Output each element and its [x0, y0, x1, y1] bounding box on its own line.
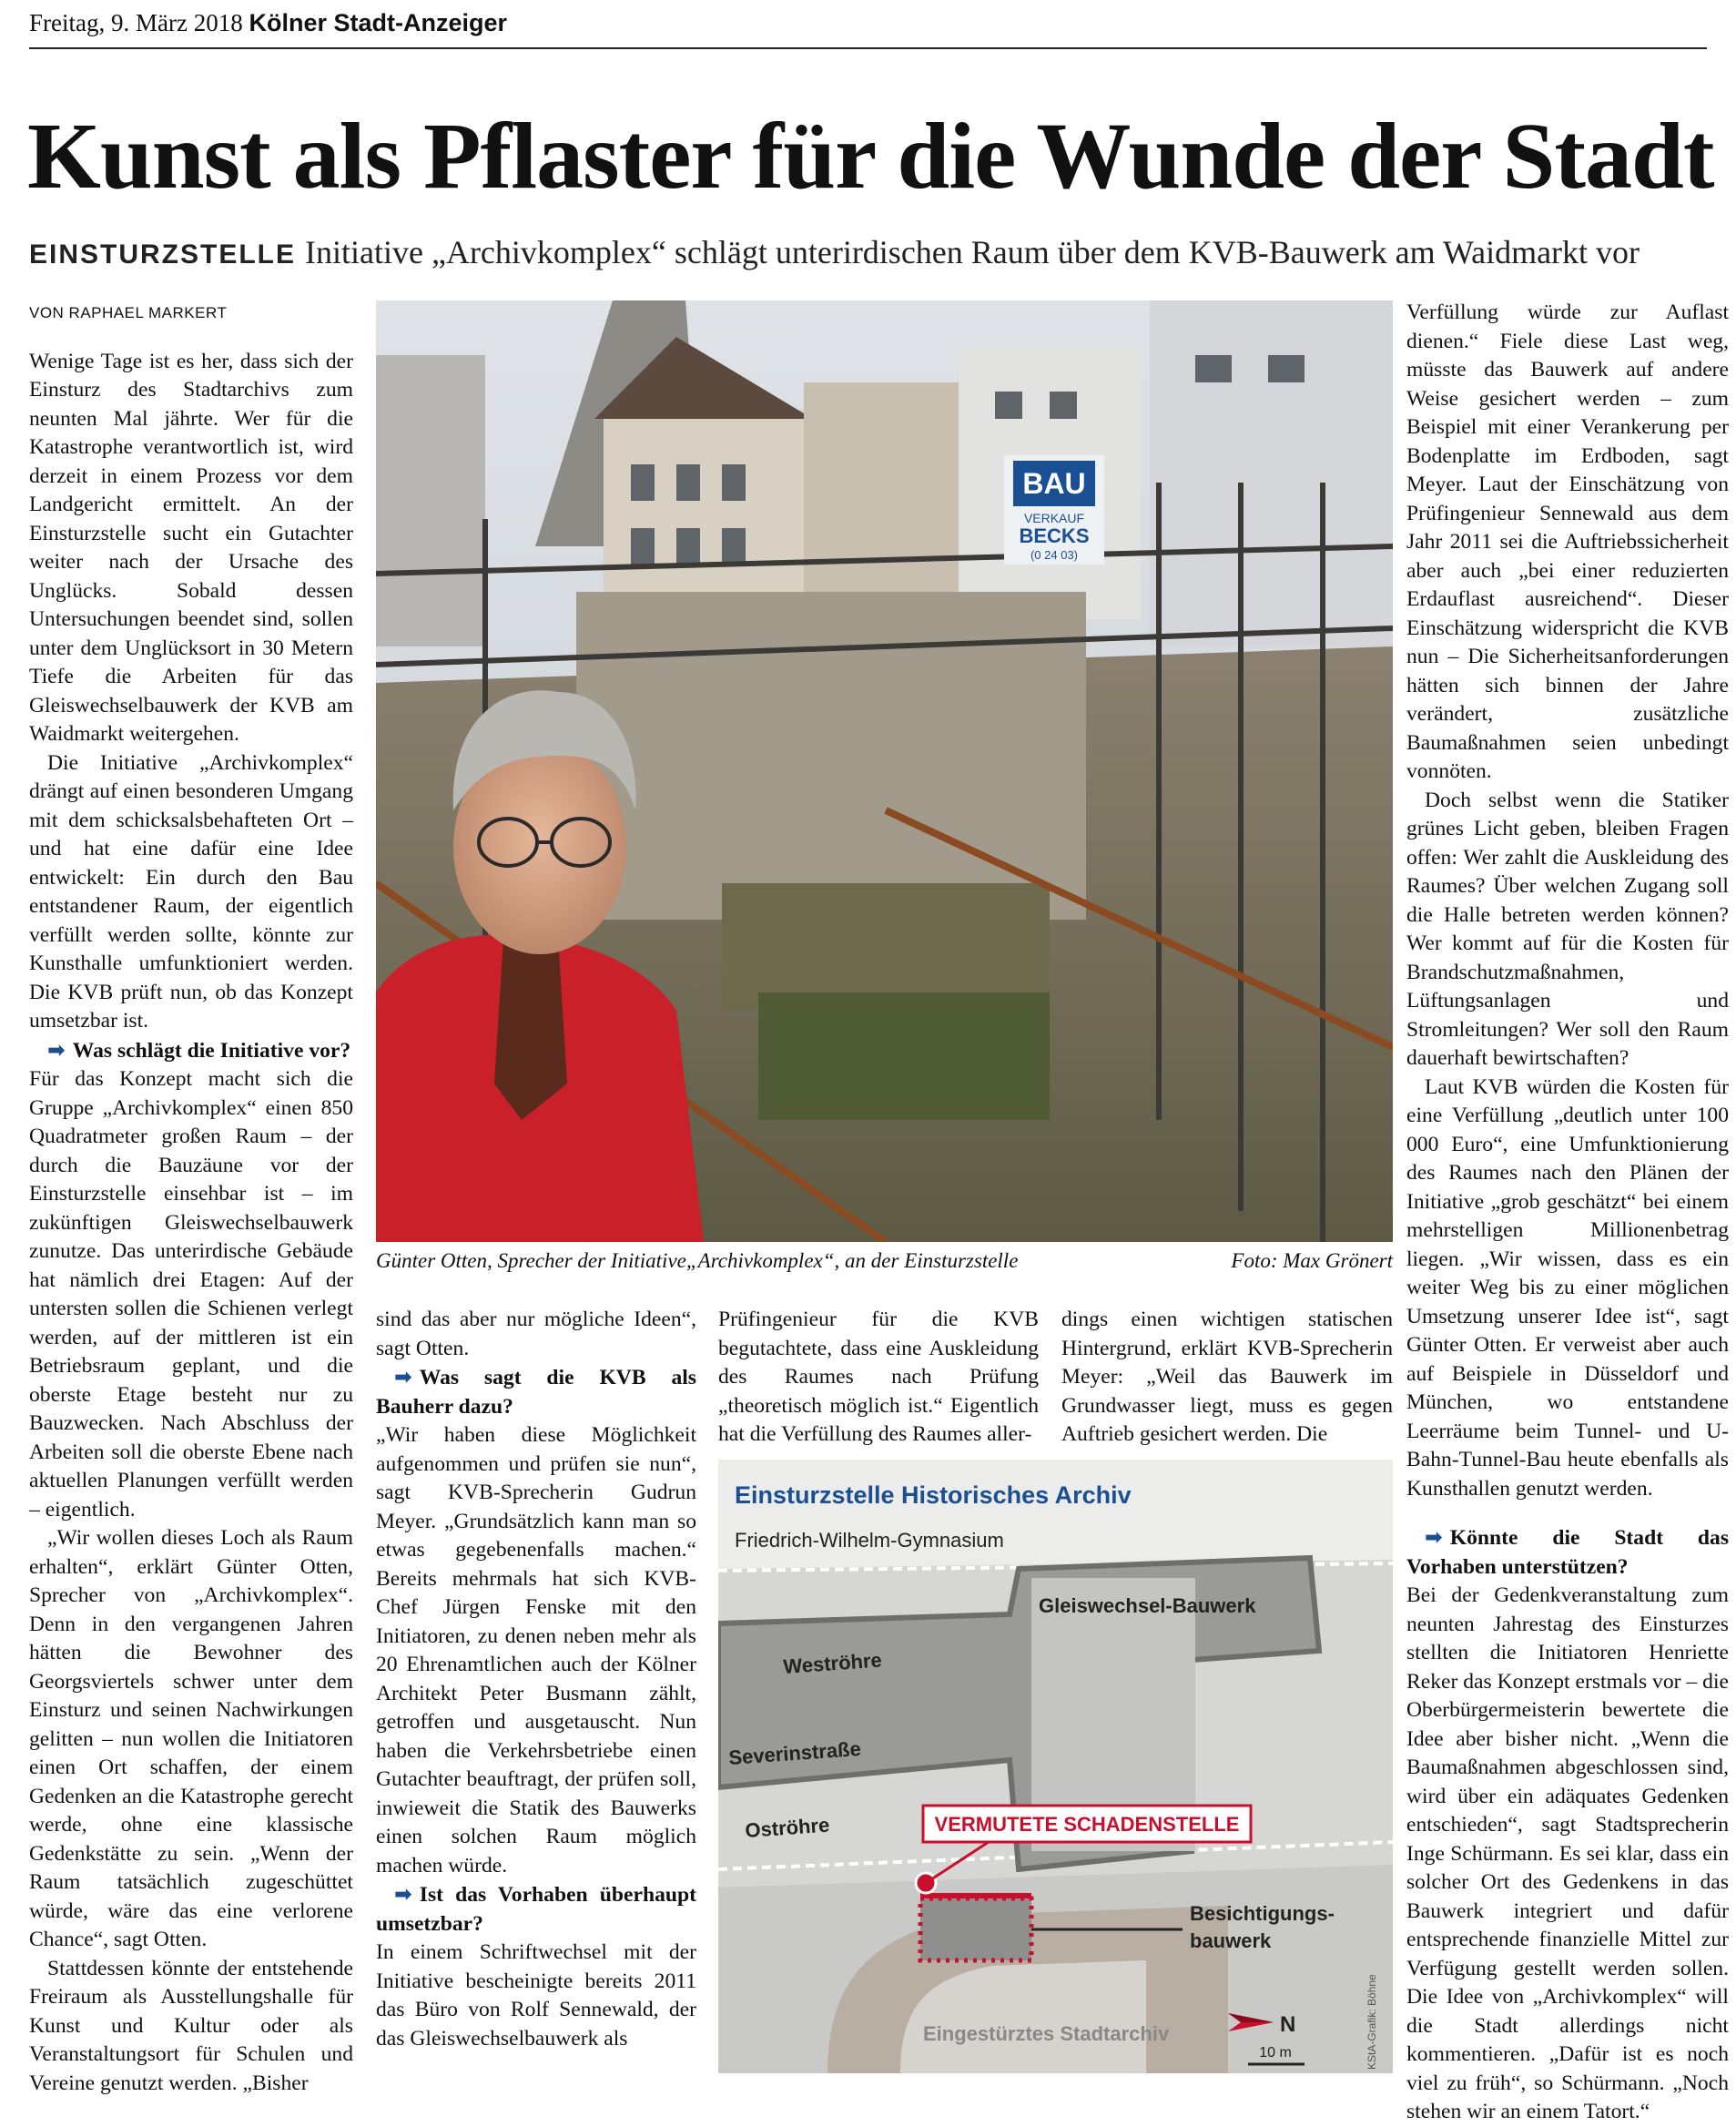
newspaper-name: Kölner Stadt-Anzeiger: [249, 9, 507, 36]
column-5: [1406, 299, 1729, 2127]
map-label-besichtigung-2: bauwerk: [1190, 1929, 1272, 1952]
subheading: [376, 1880, 696, 1939]
map-label-besichtigung-1: Besichtigungs-: [1190, 1902, 1335, 1925]
subheading: [29, 1036, 353, 1066]
map-label-damage-site: VERMUTETE SCHADENSTELLE: [934, 1813, 1240, 1836]
caption-text: Günter Otten, Sprecher der Initiative„Archivkomplex“, an der Einsturzstelle: [376, 1249, 1019, 1272]
header-rule: [29, 47, 1707, 49]
construction-site-photo: [376, 300, 1393, 1242]
arrow-right-icon: ➡: [47, 1036, 66, 1063]
paragraph: Stattdessen könnte der entstehende Freiraum als Ausstellungshalle für Kunst und Kultur oder als Veranstaltungsort für Schulen und Vereine genutzt werden. „Bisher: [29, 1956, 353, 2095]
sign-text: (0 24 03): [1030, 548, 1079, 562]
map-label-severinstrasse: Severinstraße: [727, 1736, 862, 1769]
paragraph: „Wir haben diese Möglichkeit aufgenommen und prüfen sie nun“, sagt KVB-Sprecherin Gudrun Meyer. „Grundsätzlich kann man so etwas gegebenenfalls machen.“ Bereits mehrmals hat sich KVB-Chef Jürgen Fenske mit den Initiatoren, zu denen neben mehr als 20 Ehrenamtlichen auch der Kölner Architekt Peter Busmann zählt, getroffen und ausgetauscht. Nun haben die Verkehrsbetriebe einen Gutachter beauftragt, der prüfen soll, inwieweit die Statik des Bauwerks einen solchen Raum möglich machen würde.: [376, 1423, 696, 1878]
north-label: N: [1280, 2012, 1296, 2037]
archive-site-map: [718, 1460, 1393, 2073]
paragraph: Verfüllung würde zur Auflast dienen.“ Fiele diese Last weg, müsste das Bauwerk auf andere Weise gesichert werden – zum Beispiel mit einer Verankerung per Bodenplatte im Erdboden, sagt Meyer. Laut der Einschätzung von Prüfingenieur Sennewald aus dem Jahr 2011 sei die Auftriebssicherheit aber auch „bei einer reduzierten Erdauflast ausreichend“. Dieser Einschätzung widerspricht die KVB nun – Die Sicherheitsanforderungen hätten sich binnen der Jahre verändert, zusätzliche Baumaßnahmen seien unbedingt vonnöten.: [1406, 300, 1729, 783]
paragraph: Prüfingenieur für die KVB begutachtete, dass eine Auskleidung des Raumes nach Prüfung „theoretisch möglich ist.“ Eigentlich hat die Verfüllung des Raumes aller-: [718, 1308, 1039, 1446]
page-header: [29, 9, 507, 37]
sign-text: BECKS: [1019, 524, 1090, 547]
sign-text: BAU: [1022, 467, 1086, 500]
paragraph: In einem Schriftwechsel mit der Initiative bescheinigte bereits 2011 das Büro von Rolf Sennewald, der das Gleiswechselbauwerk als: [376, 1940, 696, 2051]
subheading-text: Ist das Vorhaben überhaupt umsetzbar?: [376, 1883, 696, 1936]
photo-caption: [376, 1249, 1393, 1273]
subheading: [376, 1363, 696, 1421]
map-label-stadtarchiv: Eingestürztes Stadtarchiv: [923, 2022, 1170, 2045]
subheading: [1406, 1523, 1729, 1582]
kicker-label: EINSTURZSTELLE: [29, 239, 297, 270]
map-title: Einsturzstelle Historisches Archiv: [735, 1481, 1132, 1509]
paragraph: Für das Konzept macht sich die Gruppe „Archivkomplex“ einen 850 Quadratmeter großen Raum – der durch die Bauzäune vor der Einsturzstelle einsehbar ist – im zukünftigen Gleiswechselbauwerk zunutze. Das unterirdische Gebäude hat nämlich drei Etagen: Auf der untersten sollen die Schienen verlegt werden, auf der mittleren ist ein Betriebsraum geplant, und die oberste Etage besteht nur zu Bauzwecken. Nach Abschluss der Arbeiten soll die oberste Ebene nach aktuellen Planungen verfüllt werden – eigentlich.: [29, 1067, 353, 1521]
paragraph: Doch selbst wenn die Statiker grünes Licht geben, bleiben Fragen offen: Wer zahlt die Auskleidung des Raumes? Über welchen Zugang soll die Halle betreten werden können? Wer kommt auf für die Kosten für Brandschutzmaßnahmen, Lüftungsanlagen und Stromleitungen? Wer soll den Raum dauerhaft bewirtschaften?: [1406, 788, 1729, 1070]
kicker-text: Initiative „Archivkomplex“ schlägt unterirdischen Raum über dem KVB-Bauwerk am Waidmarkt vor: [305, 234, 1640, 270]
location-map: [718, 1460, 1393, 2073]
header-date: Freitag, 9. März 2018: [29, 9, 243, 36]
arrow-right-icon: ➡: [394, 1881, 412, 1907]
kicker: [29, 233, 1640, 271]
paragraph: Laut KVB würden die Kosten für eine Verfüllung „deutlich unter 100 000 Euro“, eine Umfunktionierung des Raumes nach den Plänen der Initiative „grob geschätzt“ bei einem mehrstelligen Millionenbetrag liegen. „Wir wissen, dass es ein weiter Weg bis zu einer möglichen Umsetzung unserer Idee ist“, sagt Günter Otten. Er verweist aber auch auf Beispiele in Düsseldorf und München, wo entstandene Leerräume beim Tunnel- und U-Bahn-Tunnel-Bau heute ebenfalls als Kunsthallen genutzt werden.: [1406, 1074, 1729, 1501]
map-label-ostroehre: Oströhre: [744, 1813, 831, 1842]
paragraph: sind das aber nur mögliche Ideen“, sagt Otten.: [376, 1308, 696, 1360]
paragraph: „Wir wollen dieses Loch als Raum erhalten“, erklärt Günter Otten, Sprecher von „Archivkomplex“. Denn in den vergangenen Jahren hätten die Bewohner des Georgsviertels schwer unter dem Einsturz und seinen Nachwirkungen gelitten – nun wollen die Initiatoren einen Ort schaffen, der einem Gedenken an die Katastrophe gerecht werde, ohne eine klassische Gedenkstätte zu sein. „Wenn der Raum tatsächlich zugeschüttet würde, wäre das eine verlorene Chance“, sagt Otten.: [29, 1526, 353, 1951]
arrow-right-icon: ➡: [394, 1364, 412, 1389]
column-3: [718, 1306, 1039, 1450]
column-4: [1061, 1306, 1393, 1450]
map-label-westroehre: Weströhre: [782, 1648, 883, 1678]
paragraph: Die Initiative „Archivkomplex“ drängt auf einen besonderen Umgang mit dem schicksalsbehafteten Ort – und hat eine dafür eine Idee entwickelt: Ein durch den Bau entstandener Raum, der eigentlich verfüllt werden sollte, könnte zur Kunsthalle umfunktioniert werden. Die KVB prüft nun, ob das Konzept umsetzbar ist.: [29, 750, 353, 1033]
map-credit: KStA-Grafik: Böhne: [1365, 1974, 1378, 2070]
sign-text: VERKAUF: [1023, 511, 1085, 525]
subheading-text: Was schlägt die Initiative vor?: [72, 1038, 351, 1063]
byline: VON RAPHAEL MARKERT: [29, 304, 228, 321]
photo-guenter-otten: [376, 300, 1393, 1242]
subheading-text: Was sagt die KVB als Bauherr dazu?: [376, 1366, 696, 1419]
arrow-right-icon: ➡: [1425, 1524, 1443, 1550]
subheading-text: Könnte die Stadt das Vorhaben unterstützen?: [1406, 1526, 1729, 1579]
paragraph: dings einen wichtigen statischen Hintergrund, erklärt KVB-Sprecherin Meyer: „Weil das Bauwerk im Grundwasser liegt, muss es gegen Auftrieb gesichert werden. Die: [1061, 1308, 1393, 1446]
column-1: [29, 299, 353, 2098]
map-label-school: Friedrich-Wilhelm-Gymnasium: [735, 1529, 1004, 1552]
column-2: [376, 1306, 696, 2053]
paragraph: Bei der Gedenkveranstaltung zum neunten Jahrestag des Einsturzes stellten die Initiatoren Henriette Reker das Konzept erstmals vor – die Oberbürgermeisterin bewertete die Idee aber bisher nicht. „Wenn die Baumaßnahmen abgeschlossen sind, wird über ein adäquates Gedenken entschieden“, sagt Stadtsprecherin Inge Schürmann. Es sei klar, dass ein solcher Ort des Gedenkens in das Bauwerk integriert und dafür entsprechende finanzielle Mittel zur Verfügung gestellt werden sollen. Die Idee von „Archivkomplex“ will die Stadt allerdings nicht kommentieren. „Dafür ist es noch viel zu früh“, so Schürmann. „Noch stehen wir an einem Tatort.“: [1406, 1583, 1729, 2123]
paragraph: Wenige Tage ist es her, dass sich der Einsturz des Stadtarchivs zum neunten Mal jährte. Wer für die Katastrophe verantwortlich ist, wird derzeit in einem Prozess vor dem Landgericht ermittelt. An der Einsturzstelle sucht ein Gutachter weiter nach der Ursache des Unglücks. Sobald dessen Untersuchungen beendet sind, sollen unter dem Unglücksort in 30 Metern Tiefe die Arbeiten für das Gleiswechselbauwerk der KVB am Waidmarkt weitergehen.: [29, 349, 353, 746]
headline: Kunst als Pflaster für die Wunde der Stadt: [27, 104, 1714, 209]
map-label-gleiswechsel: Gleiswechsel-Bauwerk: [1039, 1594, 1256, 1617]
scale-label: 10 m: [1259, 2045, 1292, 2061]
photo-credit: Foto: Max Grönert: [1231, 1249, 1393, 1272]
